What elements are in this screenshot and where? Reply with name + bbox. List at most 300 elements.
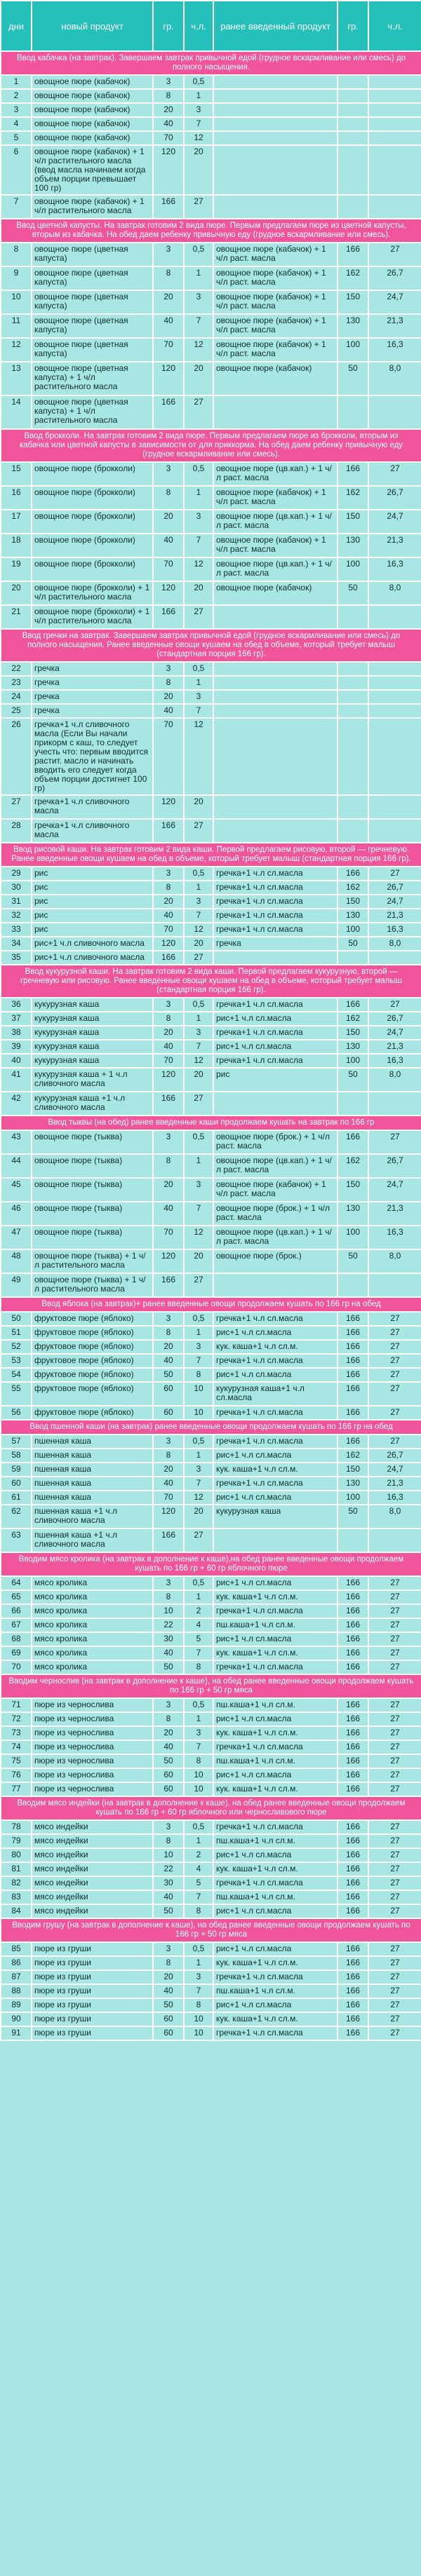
- previous-grams-cell: 166: [338, 1382, 368, 1406]
- previous-grams-cell: 166: [338, 462, 368, 486]
- previous-teaspoons-cell: 27: [368, 1984, 421, 1998]
- previous-product-cell: рис+1 ч.л сл.масла: [213, 1632, 338, 1646]
- product-cell: овощное пюре (кабачок) + 1 ч/л растительного масла: [32, 195, 153, 219]
- day-cell: 89: [1, 1998, 32, 2012]
- previous-teaspoons-cell: [368, 1273, 421, 1297]
- section-note: Вводим чернослив (на завтрак в дополнение к каше), на обед ранее введенные овощи продолжаем кушать по 166 гр + 50 гр мяса: [1, 1674, 421, 1698]
- day-cell: 38: [1, 1026, 32, 1040]
- previous-grams-cell: 50: [338, 362, 368, 395]
- product-cell: рис: [32, 909, 153, 923]
- table-row: [1, 1942, 421, 1956]
- table-row: [1, 1406, 421, 1420]
- section-note-row: [1, 1420, 421, 1435]
- table-row: [1, 605, 421, 629]
- day-cell: 11: [1, 314, 32, 338]
- previous-teaspoons-cell: 8,0: [368, 581, 421, 605]
- teaspoons-cell: 3: [184, 510, 213, 534]
- previous-teaspoons-cell: 24,7: [368, 1026, 421, 1040]
- previous-teaspoons-cell: 16,3: [368, 1226, 421, 1249]
- previous-product-cell: пш.каша+1 ч.л сл.м.: [213, 1890, 338, 1904]
- teaspoons-cell: 27: [184, 951, 213, 965]
- teaspoons-cell: 20: [184, 1249, 213, 1273]
- previous-grams-cell: 166: [338, 1712, 368, 1726]
- previous-teaspoons-cell: 16,3: [368, 338, 421, 362]
- day-cell: 72: [1, 1712, 32, 1726]
- grams-cell: 20: [153, 103, 184, 117]
- previous-grams-cell: 150: [338, 510, 368, 534]
- product-cell: овощное пюре (тыква): [32, 1130, 153, 1154]
- product-cell: мясо индейки: [32, 1876, 153, 1890]
- previous-teaspoons-cell: [368, 103, 421, 117]
- teaspoons-cell: 20: [184, 1068, 213, 1092]
- previous-teaspoons-cell: [368, 117, 421, 131]
- teaspoons-cell: 0,5: [184, 1130, 213, 1154]
- previous-product-cell: [213, 395, 338, 429]
- grams-cell: 20: [153, 510, 184, 534]
- previous-teaspoons-cell: 27: [368, 1632, 421, 1646]
- table-row: [1, 1528, 421, 1552]
- previous-teaspoons-cell: 27: [368, 2026, 421, 2040]
- section-note-row: [1, 1552, 421, 1576]
- previous-product-cell: овощное пюре (брок.) + 1 ч/л раст. масла: [213, 1130, 338, 1154]
- grams-cell: 8: [153, 266, 184, 290]
- teaspoons-cell: 12: [184, 1491, 213, 1505]
- grams-cell: 120: [153, 1505, 184, 1528]
- table-row: [1, 923, 421, 937]
- teaspoons-cell: 1: [184, 1449, 213, 1463]
- previous-grams-cell: [338, 676, 368, 690]
- section-note: Вводим мясо индейки (на завтрак в дополнение к каше), на обед ранее введенные овощи продолжаем кушать по 166 гр + 60 гр яблочного или черносливового пюре: [1, 1796, 421, 1820]
- table-row: [1, 1202, 421, 1226]
- product-cell: фруктовое пюре (яблоко): [32, 1368, 153, 1382]
- previous-teaspoons-cell: 16,3: [368, 557, 421, 581]
- grams-cell: 3: [153, 998, 184, 1012]
- product-cell: овощное пюре (брокколи): [32, 534, 153, 557]
- product-cell: мясо индейки: [32, 1862, 153, 1876]
- table-row: [1, 1340, 421, 1354]
- previous-product-cell: [213, 605, 338, 629]
- product-cell: мясо индейки: [32, 1890, 153, 1904]
- previous-product-cell: рис+1 ч.л сл.масла: [213, 1326, 338, 1340]
- product-cell: пюре из груши: [32, 1942, 153, 1956]
- day-cell: 35: [1, 951, 32, 965]
- previous-teaspoons-cell: 27: [368, 1604, 421, 1618]
- day-cell: 90: [1, 2012, 32, 2026]
- previous-grams-cell: [338, 145, 368, 195]
- day-cell: 49: [1, 1273, 32, 1297]
- grams-cell: 60: [153, 1406, 184, 1420]
- table-row: [1, 1576, 421, 1590]
- previous-product-cell: гречка+1 ч.л сл.масла: [213, 1820, 338, 1834]
- table-row: [1, 1505, 421, 1528]
- previous-grams-cell: [338, 951, 368, 965]
- product-cell: овощное пюре (тыква): [32, 1202, 153, 1226]
- previous-product-cell: рис+1 ч.л сл.масла: [213, 1012, 338, 1026]
- section-note: Ввод рисовой каши. На завтрак готовим 2 вида каши. Первой предлагаем рисовую, второй — гречневую. Ранее введенные овощи кушаем на обед в объеме, который требует малыш (стандартная порция 166 гр).: [1, 843, 421, 867]
- product-cell: овощное пюре (тыква): [32, 1154, 153, 1178]
- previous-teaspoons-cell: 24,7: [368, 290, 421, 314]
- previous-teaspoons-cell: 21,3: [368, 1040, 421, 1054]
- table-row: [1, 1660, 421, 1674]
- previous-grams-cell: 100: [338, 557, 368, 581]
- day-cell: 32: [1, 909, 32, 923]
- previous-teaspoons-cell: 27: [368, 1406, 421, 1420]
- day-cell: 30: [1, 881, 32, 895]
- day-cell: 4: [1, 117, 32, 131]
- previous-teaspoons-cell: 27: [368, 1754, 421, 1768]
- teaspoons-cell: 8: [184, 1904, 213, 1918]
- previous-teaspoons-cell: 26,7: [368, 266, 421, 290]
- previous-grams-cell: 166: [338, 1660, 368, 1674]
- table-row: [1, 1646, 421, 1660]
- table-row: [1, 1382, 421, 1406]
- product-cell: рис: [32, 923, 153, 937]
- table-row: [1, 1092, 421, 1116]
- previous-grams-cell: 166: [338, 1890, 368, 1904]
- previous-teaspoons-cell: [368, 89, 421, 103]
- previous-product-cell: пш.каша+1 ч.л сл.м.: [213, 1984, 338, 1998]
- product-cell: овощное пюре (цветная капуста): [32, 290, 153, 314]
- previous-product-cell: овощное пюре (цв.кап.) + 1 ч/л раст. масла: [213, 1226, 338, 1249]
- teaspoons-cell: 27: [184, 1528, 213, 1552]
- table-row: [1, 909, 421, 923]
- previous-teaspoons-cell: [368, 795, 421, 819]
- previous-teaspoons-cell: [368, 704, 421, 718]
- previous-grams-cell: [338, 662, 368, 676]
- day-cell: 39: [1, 1040, 32, 1054]
- table-row: [1, 704, 421, 718]
- previous-product-cell: пш.каша+1 ч.л сл.м.: [213, 1754, 338, 1768]
- product-cell: мясо кролика: [32, 1604, 153, 1618]
- previous-teaspoons-cell: [368, 1528, 421, 1552]
- grams-cell: 8: [153, 881, 184, 895]
- previous-teaspoons-cell: 27: [368, 1646, 421, 1660]
- table-row: [1, 1463, 421, 1477]
- product-cell: гречка+1 ч.л сливочного масла: [32, 819, 153, 843]
- previous-teaspoons-cell: 27: [368, 1740, 421, 1754]
- teaspoons-cell: 3: [184, 1726, 213, 1740]
- product-cell: мясо кролика: [32, 1660, 153, 1674]
- previous-teaspoons-cell: 27: [368, 1834, 421, 1848]
- header-grams: гр.: [153, 1, 184, 51]
- previous-grams-cell: [338, 1273, 368, 1297]
- previous-product-cell: гречка+1 ч.л сл.масла: [213, 923, 338, 937]
- grams-cell: 20: [153, 895, 184, 909]
- table-row: [1, 1449, 421, 1463]
- day-cell: 8: [1, 243, 32, 266]
- day-cell: 16: [1, 486, 32, 510]
- grams-cell: 3: [153, 1942, 184, 1956]
- previous-grams-cell: 166: [338, 1312, 368, 1326]
- previous-grams-cell: 50: [338, 581, 368, 605]
- table-row: [1, 1226, 421, 1249]
- previous-grams-cell: 166: [338, 1876, 368, 1890]
- teaspoons-cell: 5: [184, 1876, 213, 1890]
- teaspoons-cell: 12: [184, 718, 213, 795]
- product-cell: овощное пюре (брокколи): [32, 486, 153, 510]
- teaspoons-cell: 7: [184, 1040, 213, 1054]
- previous-teaspoons-cell: 27: [368, 1904, 421, 1918]
- product-cell: овощное пюре (цветная капуста): [32, 338, 153, 362]
- header-previous-product: ранее введенный продукт: [213, 1, 338, 51]
- previous-teaspoons-cell: 27: [368, 1130, 421, 1154]
- grams-cell: 120: [153, 795, 184, 819]
- teaspoons-cell: 20: [184, 362, 213, 395]
- previous-teaspoons-cell: 27: [368, 1660, 421, 1674]
- day-cell: 9: [1, 266, 32, 290]
- previous-product-cell: кук. каша+1 ч.л сл.м.: [213, 1862, 338, 1876]
- grams-cell: 60: [153, 1782, 184, 1796]
- day-cell: 13: [1, 362, 32, 395]
- grams-cell: 20: [153, 1026, 184, 1040]
- previous-product-cell: [213, 819, 338, 843]
- teaspoons-cell: 1: [184, 1154, 213, 1178]
- previous-teaspoons-cell: 24,7: [368, 1178, 421, 1202]
- table-row: [1, 486, 421, 510]
- day-cell: 70: [1, 1660, 32, 1674]
- grams-cell: 3: [153, 1820, 184, 1834]
- grams-cell: 3: [153, 243, 184, 266]
- grams-cell: 120: [153, 1068, 184, 1092]
- day-cell: 12: [1, 338, 32, 362]
- previous-teaspoons-cell: 26,7: [368, 1154, 421, 1178]
- teaspoons-cell: 1: [184, 89, 213, 103]
- table-row: [1, 1754, 421, 1768]
- previous-grams-cell: 100: [338, 1054, 368, 1068]
- previous-grams-cell: 162: [338, 1012, 368, 1026]
- product-cell: овощное пюре (цветная капуста) + 1 ч/л растительного масла: [32, 362, 153, 395]
- product-cell: овощное пюре (цветная капуста): [32, 314, 153, 338]
- previous-grams-cell: [338, 1092, 368, 1116]
- product-cell: пюре из чернослива: [32, 1768, 153, 1782]
- day-cell: 58: [1, 1449, 32, 1463]
- previous-product-cell: рис+1 ч.л сл.масла: [213, 1491, 338, 1505]
- previous-grams-cell: 166: [338, 1576, 368, 1590]
- table-row: [1, 314, 421, 338]
- day-cell: 56: [1, 1406, 32, 1420]
- previous-product-cell: [213, 1273, 338, 1297]
- teaspoons-cell: 10: [184, 2026, 213, 2040]
- product-cell: мясо кролика: [32, 1576, 153, 1590]
- grams-cell: 70: [153, 557, 184, 581]
- previous-teaspoons-cell: 27: [368, 1820, 421, 1834]
- day-cell: 57: [1, 1435, 32, 1449]
- table-row: [1, 338, 421, 362]
- previous-grams-cell: 150: [338, 290, 368, 314]
- teaspoons-cell: 5: [184, 1632, 213, 1646]
- product-cell: пшенная каша: [32, 1463, 153, 1477]
- previous-grams-cell: 166: [338, 1834, 368, 1848]
- previous-teaspoons-cell: [368, 75, 421, 89]
- day-cell: 6: [1, 145, 32, 195]
- previous-teaspoons-cell: [368, 195, 421, 219]
- table-row: [1, 1820, 421, 1834]
- grams-cell: 50: [153, 1998, 184, 2012]
- previous-teaspoons-cell: [368, 690, 421, 704]
- previous-product-cell: гречка+1 ч.л сл.масла: [213, 1740, 338, 1754]
- previous-grams-cell: 150: [338, 895, 368, 909]
- grams-cell: 40: [153, 534, 184, 557]
- table-row: [1, 951, 421, 965]
- teaspoons-cell: 1: [184, 1590, 213, 1604]
- previous-grams-cell: 166: [338, 1698, 368, 1712]
- previous-product-cell: овощное пюре (кабачок) + 1 ч/л раст. масла: [213, 243, 338, 266]
- previous-grams-cell: [338, 117, 368, 131]
- product-cell: гречка: [32, 690, 153, 704]
- grams-cell: 166: [153, 1273, 184, 1297]
- teaspoons-cell: 8: [184, 1660, 213, 1674]
- teaspoons-cell: 0,5: [184, 998, 213, 1012]
- product-cell: овощное пюре (кабачок) + 1 ч/л растительного масла (ввод масла начинаем когда объем порции превышает 100 гр): [32, 145, 153, 195]
- table-row: [1, 718, 421, 795]
- day-cell: 1: [1, 75, 32, 89]
- teaspoons-cell: 1: [184, 1712, 213, 1726]
- day-cell: 71: [1, 1698, 32, 1712]
- previous-grams-cell: 166: [338, 1340, 368, 1354]
- day-cell: 79: [1, 1834, 32, 1848]
- product-cell: мясо индейки: [32, 1834, 153, 1848]
- header-previous-teaspoons: ч.л.: [368, 1, 421, 51]
- product-cell: мясо кролика: [32, 1632, 153, 1646]
- teaspoons-cell: 0,5: [184, 1698, 213, 1712]
- product-cell: пюре из чернослива: [32, 1754, 153, 1768]
- previous-grams-cell: [338, 605, 368, 629]
- day-cell: 60: [1, 1477, 32, 1491]
- previous-product-cell: гречка+1 ч.л сл.масла: [213, 1876, 338, 1890]
- previous-grams-cell: 166: [338, 1326, 368, 1340]
- previous-product-cell: гречка+1 ч.л сл.масла: [213, 867, 338, 881]
- header-teaspoons: ч.л.: [184, 1, 213, 51]
- day-cell: 47: [1, 1226, 32, 1249]
- previous-product-cell: [213, 951, 338, 965]
- teaspoons-cell: 3: [184, 1970, 213, 1984]
- teaspoons-cell: 0,5: [184, 1435, 213, 1449]
- table-row: [1, 1632, 421, 1646]
- section-note-row: [1, 843, 421, 867]
- product-cell: овощное пюре (кабачок): [32, 89, 153, 103]
- product-cell: овощное пюре (кабачок): [32, 103, 153, 117]
- previous-teaspoons-cell: 27: [368, 1382, 421, 1406]
- product-cell: пюре из чернослива: [32, 1740, 153, 1754]
- previous-teaspoons-cell: 26,7: [368, 881, 421, 895]
- day-cell: 23: [1, 676, 32, 690]
- product-cell: рис+1 ч.л сливочного масла: [32, 937, 153, 951]
- previous-product-cell: гречка: [213, 937, 338, 951]
- product-cell: мясо кролика: [32, 1618, 153, 1632]
- table-row: [1, 1012, 421, 1026]
- previous-product-cell: рис+1 ч.л сл.масла: [213, 1449, 338, 1463]
- teaspoons-cell: 8: [184, 1754, 213, 1768]
- day-cell: 84: [1, 1904, 32, 1918]
- day-cell: 43: [1, 1130, 32, 1154]
- teaspoons-cell: 7: [184, 1354, 213, 1368]
- previous-teaspoons-cell: 21,3: [368, 1202, 421, 1226]
- grams-cell: 20: [153, 1970, 184, 1984]
- previous-product-cell: овощное пюре (кабачок) + 1 ч/л раст. масла: [213, 534, 338, 557]
- teaspoons-cell: 2: [184, 1848, 213, 1862]
- previous-grams-cell: 166: [338, 1782, 368, 1796]
- teaspoons-cell: 1: [184, 1956, 213, 1970]
- previous-product-cell: гречка+1 ч.л сл.масла: [213, 1054, 338, 1068]
- previous-teaspoons-cell: 27: [368, 243, 421, 266]
- previous-teaspoons-cell: [368, 676, 421, 690]
- day-cell: 78: [1, 1820, 32, 1834]
- day-cell: 40: [1, 1054, 32, 1068]
- day-cell: 21: [1, 605, 32, 629]
- previous-teaspoons-cell: 8,0: [368, 937, 421, 951]
- product-cell: овощное пюре (брокколи) + 1 ч/л растительного масла: [32, 605, 153, 629]
- product-cell: фруктовое пюре (яблоко): [32, 1326, 153, 1340]
- previous-grams-cell: [338, 704, 368, 718]
- product-cell: пшенная каша: [32, 1491, 153, 1505]
- previous-grams-cell: [338, 795, 368, 819]
- product-cell: пюре из груши: [32, 2026, 153, 2040]
- teaspoons-cell: 1: [184, 1326, 213, 1340]
- teaspoons-cell: 7: [184, 909, 213, 923]
- day-cell: 27: [1, 795, 32, 819]
- product-cell: кукурузная каша: [32, 1040, 153, 1054]
- grams-cell: 70: [153, 718, 184, 795]
- previous-grams-cell: 166: [338, 1435, 368, 1449]
- teaspoons-cell: 7: [184, 1984, 213, 1998]
- day-cell: 73: [1, 1726, 32, 1740]
- grams-cell: 8: [153, 89, 184, 103]
- previous-grams-cell: 166: [338, 1726, 368, 1740]
- previous-product-cell: гречка+1 ч.л сл.масла: [213, 2026, 338, 2040]
- previous-grams-cell: [338, 819, 368, 843]
- teaspoons-cell: 12: [184, 338, 213, 362]
- previous-product-cell: кукурузная каша: [213, 1505, 338, 1528]
- day-cell: 55: [1, 1382, 32, 1406]
- previous-grams-cell: 166: [338, 1632, 368, 1646]
- product-cell: кукурузная каша: [32, 998, 153, 1012]
- grams-cell: 10: [153, 1604, 184, 1618]
- product-cell: пшенная каша: [32, 1477, 153, 1491]
- product-cell: пшенная каша +1 ч.л сливочного масла: [32, 1505, 153, 1528]
- table-row: [1, 895, 421, 909]
- product-cell: пюре из груши: [32, 2012, 153, 2026]
- previous-product-cell: гречка+1 ч.л сл.масла: [213, 1435, 338, 1449]
- previous-product-cell: овощное пюре (кабачок): [213, 362, 338, 395]
- day-cell: 31: [1, 895, 32, 909]
- table-row: [1, 1876, 421, 1890]
- previous-teaspoons-cell: 27: [368, 1876, 421, 1890]
- previous-product-cell: [213, 676, 338, 690]
- product-cell: пшенная каша: [32, 1435, 153, 1449]
- previous-product-cell: гречка+1 ч.л сл.масла: [213, 1354, 338, 1368]
- previous-teaspoons-cell: 8,0: [368, 362, 421, 395]
- previous-product-cell: рис+1 ч.л сл.масла: [213, 1712, 338, 1726]
- previous-grams-cell: 50: [338, 1505, 368, 1528]
- teaspoons-cell: 4: [184, 1618, 213, 1632]
- previous-product-cell: [213, 1528, 338, 1552]
- table-row: [1, 1834, 421, 1848]
- previous-product-cell: рис+1 ч.л сл.масла: [213, 1768, 338, 1782]
- table-row: [1, 534, 421, 557]
- previous-product-cell: пш.каша+1 ч.л сл.м.: [213, 1618, 338, 1632]
- previous-product-cell: гречка+1 ч.л сл.масла: [213, 895, 338, 909]
- previous-grams-cell: 166: [338, 1820, 368, 1834]
- table-row: [1, 2026, 421, 2040]
- previous-product-cell: кук. каша+1 ч.л сл.м.: [213, 1956, 338, 1970]
- previous-teaspoons-cell: 21,3: [368, 909, 421, 923]
- previous-teaspoons-cell: [368, 718, 421, 795]
- day-cell: 65: [1, 1590, 32, 1604]
- product-cell: гречка: [32, 704, 153, 718]
- table-row: [1, 1068, 421, 1092]
- grams-cell: 8: [153, 1956, 184, 1970]
- previous-product-cell: [213, 795, 338, 819]
